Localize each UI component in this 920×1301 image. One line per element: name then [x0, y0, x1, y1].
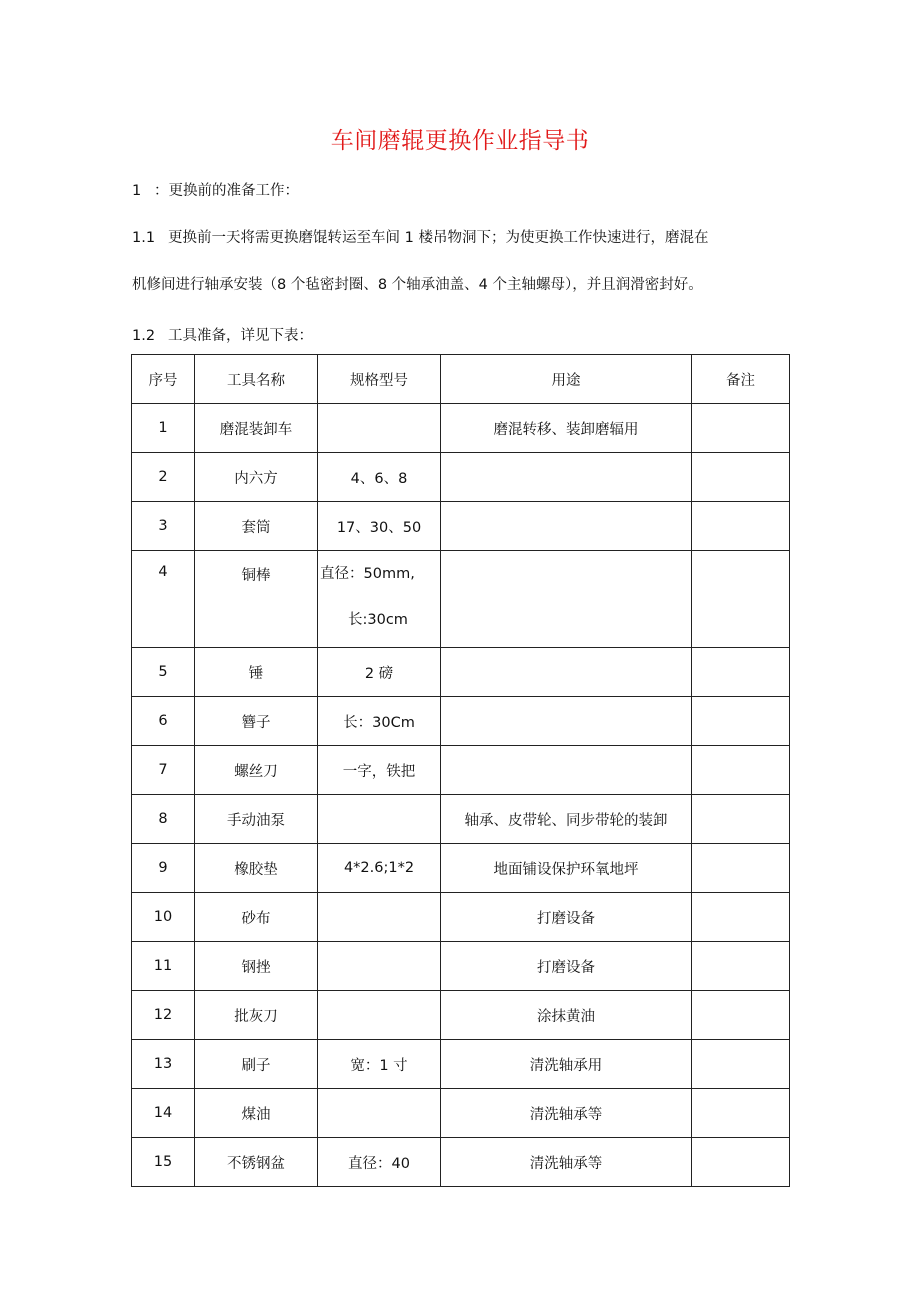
cell-name [195, 551, 318, 648]
cell-name: 煤油 [195, 1089, 318, 1138]
cell-spec: 直径：40 [318, 1138, 441, 1187]
cell-name: 磨混装卸车 [195, 404, 318, 453]
cell-spec: 17、30、50 [318, 502, 441, 551]
table-header-row [132, 355, 790, 404]
cell-spec: 长：30Cm [318, 697, 441, 746]
cell-note [692, 844, 790, 893]
table-row [132, 746, 790, 795]
header-name: 工具名称 [195, 355, 318, 404]
cell-name: 刷子 [195, 1040, 318, 1089]
cell-use: 涂抹黄油 [441, 991, 692, 1040]
cell-use: 清洗轴承等 [441, 1138, 692, 1187]
table-row [132, 502, 790, 551]
section-1-2-number: 1.2 [132, 328, 156, 344]
cell-note [692, 648, 790, 697]
table-row [132, 551, 790, 648]
cell-note [692, 404, 790, 453]
tools-table [131, 354, 790, 1187]
cell-name-text: 铜棒 [241, 568, 271, 584]
header-note: 备注 [692, 355, 790, 404]
cell-name: 套筒 [195, 502, 318, 551]
cell-use: 清洗轴承等 [441, 1089, 692, 1138]
cell-use: 清洗轴承用 [441, 1040, 692, 1089]
section-1-2 [132, 324, 313, 345]
cell-note [692, 1040, 790, 1089]
cell-name: 批灰刀 [195, 991, 318, 1040]
cell-name: 螺丝刀 [195, 746, 318, 795]
cell-use: 轴承、皮带轮、同步带轮的装卸 [441, 795, 692, 844]
cell-spec: 2 磅 [318, 648, 441, 697]
cell-use: 磨混转移、装卸磨辐用 [441, 404, 692, 453]
document-title: 车间磨辊更换作业指导书 [330, 128, 590, 154]
cell-no: 14 [132, 1089, 195, 1138]
cell-no: 8 [132, 795, 195, 844]
cell-name: 内六方 [195, 453, 318, 502]
cell-no: 10 [132, 893, 195, 942]
cell-name: 锤 [195, 648, 318, 697]
cell-use: 地面铺设保护环氧地坪 [441, 844, 692, 893]
cell-no: 3 [132, 502, 195, 551]
header-no: 序号 [132, 355, 195, 404]
cell-spec [318, 795, 441, 844]
header-use: 用途 [441, 355, 692, 404]
cell-name: 橡胶垫 [195, 844, 318, 893]
cell-spec: 一字，铁把 [318, 746, 441, 795]
cell-spec [318, 404, 441, 453]
cell-note [692, 551, 790, 648]
cell-use [441, 746, 692, 795]
cell-spec [318, 893, 441, 942]
cell-note [692, 893, 790, 942]
cell-spec [318, 1089, 441, 1138]
table-row [132, 844, 790, 893]
cell-note [692, 1089, 790, 1138]
cell-no: 6 [132, 697, 195, 746]
cell-use [441, 502, 692, 551]
cell-use: 打磨设备 [441, 893, 692, 942]
cell-spec [318, 942, 441, 991]
cell-no: 9 [132, 844, 195, 893]
cell-name: 砂布 [195, 893, 318, 942]
cell-no: 2 [132, 453, 195, 502]
cell-use: 打磨设备 [441, 942, 692, 991]
cell-no: 11 [132, 942, 195, 991]
cell-note [692, 991, 790, 1040]
cell-spec-line-1: 直径：50mm, [320, 566, 415, 582]
section-1-text: ：更换前的准备工作： [154, 183, 299, 199]
table-row [132, 648, 790, 697]
table-row [132, 942, 790, 991]
table-row [132, 1089, 790, 1138]
cell-use [441, 648, 692, 697]
cell-spec: 宽：1 寸 [318, 1040, 441, 1089]
cell-use [441, 551, 692, 648]
cell-note [692, 795, 790, 844]
cell-no: 13 [132, 1040, 195, 1089]
header-spec: 规格型号 [318, 355, 441, 404]
cell-note [692, 697, 790, 746]
cell-spec-line-2: 长:30cm [348, 612, 408, 628]
cell-name: 簪子 [195, 697, 318, 746]
cell-use [441, 453, 692, 502]
cell-name: 钢挫 [195, 942, 318, 991]
table-row [132, 404, 790, 453]
table-row [132, 1040, 790, 1089]
cell-spec: 4、6、8 [318, 453, 441, 502]
cell-spec [318, 991, 441, 1040]
section-1-2-text: 工具准备，详见下表： [168, 328, 313, 344]
cell-no: 7 [132, 746, 195, 795]
cell-no: 15 [132, 1138, 195, 1187]
cell-no [132, 551, 195, 648]
cell-no-text: 4 [158, 564, 168, 580]
cell-name: 手动油泵 [195, 795, 318, 844]
table-row [132, 1138, 790, 1187]
cell-note [692, 942, 790, 991]
table-row [132, 453, 790, 502]
cell-no: 1 [132, 404, 195, 453]
table-row [132, 795, 790, 844]
section-1-1-line-1 [132, 226, 708, 247]
section-1-1-number: 1.1 [132, 230, 156, 246]
section-1-1-text: 更换前一天将需更换磨馄转运至车间 1 楼吊物洞下；为使更换工作快速进行，磨混在 [168, 230, 709, 246]
cell-note [692, 453, 790, 502]
cell-spec-lines [318, 551, 440, 643]
cell-spec: 4*2.6;1*2 [318, 844, 441, 893]
table-row [132, 697, 790, 746]
section-1 [132, 179, 299, 200]
cell-use [441, 697, 692, 746]
section-1-number: 1 [132, 183, 142, 199]
cell-note [692, 746, 790, 795]
cell-no: 5 [132, 648, 195, 697]
cell-spec [318, 551, 441, 648]
table-row [132, 893, 790, 942]
cell-note [692, 502, 790, 551]
cell-no: 12 [132, 991, 195, 1040]
cell-note [692, 1138, 790, 1187]
section-1-1-line-2: 机修间进行轴承安装（8 个毡密封圈、8 个轴承油盖、4 个主轴螺母），并且润滑密封好。 [132, 277, 703, 293]
cell-name: 不锈钢盆 [195, 1138, 318, 1187]
table-row [132, 991, 790, 1040]
